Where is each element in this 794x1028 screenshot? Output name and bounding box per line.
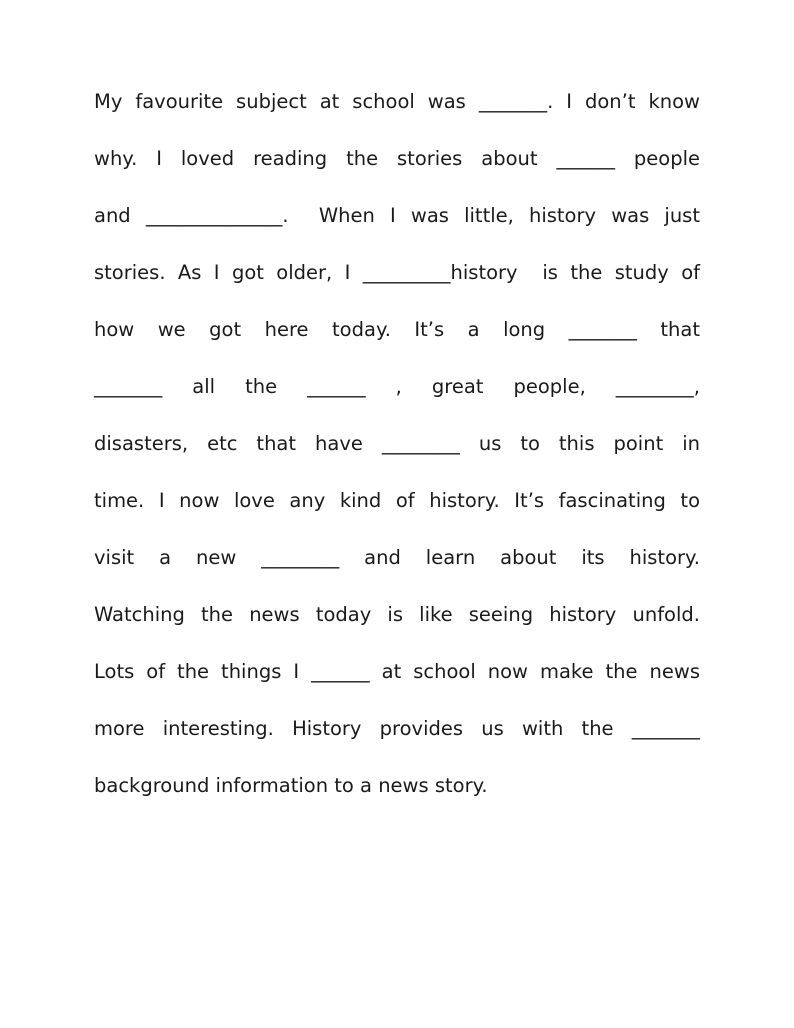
passage-line: Lots of the things I ______ at school now make the news: [94, 660, 700, 683]
cloze-passage: [94, 82, 700, 823]
passage-line: why. I loved reading the stories about ______ people: [94, 147, 700, 170]
passage-line: time. I now love any kind of history. It’s fascinating to: [94, 489, 700, 512]
passage-line: disasters, etc that have ________ us to this point in: [94, 432, 700, 455]
passage-line: Watching the news today is like seeing history unfold.: [94, 603, 700, 626]
passage-line: and ______________. When I was little, history was just: [94, 204, 700, 227]
passage-line: how we got here today. It’s a long _______ that: [94, 318, 700, 341]
passage-line: visit a new ________ and learn about its history.: [94, 546, 700, 569]
passage-line: more interesting. History provides us with the _______: [94, 717, 700, 740]
passage-line: background information to a news story.: [94, 774, 488, 797]
passage-line: stories. As I got older, I _________history is the study of: [94, 261, 700, 284]
passage-line: _______ all the ______ , great people, ________,: [94, 375, 700, 398]
passage-line: My favourite subject at school was _______. I don’t know: [94, 90, 700, 113]
